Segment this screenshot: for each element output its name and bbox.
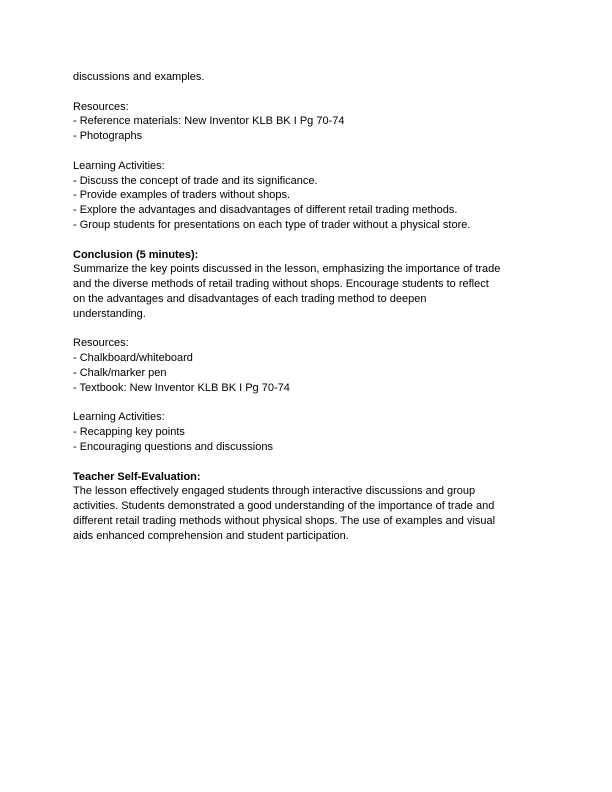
conclusion-line: Summarize the key points discussed in the lesson, emphasizing the importance of trade xyxy=(73,263,501,276)
list-item: - Recapping key points xyxy=(73,426,185,439)
list-item: - Reference materials: New Inventor KLB BK I Pg 70-74 xyxy=(73,115,345,128)
spacer xyxy=(73,396,543,411)
intro-section xyxy=(73,70,543,85)
list-item: - Explore the advantages and disadvantages of different retail trading methods. xyxy=(73,204,458,217)
conclusion-section xyxy=(73,248,543,322)
self-evaluation-line: The lesson effectively engaged students through interactive discussions and group xyxy=(73,485,476,498)
self-evaluation-section xyxy=(73,470,543,544)
spacer xyxy=(73,85,543,100)
conclusion-line: understanding. xyxy=(73,307,146,320)
list-item: - Group students for presentations on each type of trader without a physical store. xyxy=(73,218,471,231)
resources-label: Resources: xyxy=(73,100,129,113)
conclusion-line: on the advantages and disadvantages of each trading method to deepen xyxy=(73,292,427,305)
intro-text: discussions and examples. xyxy=(73,71,205,83)
self-evaluation-line: aids enhanced comprehension and student participation. xyxy=(73,529,349,542)
list-item: - Photographs xyxy=(73,130,143,143)
conclusion-line: and the diverse methods of retail trading without shops. Encourage students to reflect xyxy=(73,278,489,291)
list-item: - Discuss the concept of trade and its significance. xyxy=(73,174,318,187)
document-body xyxy=(73,70,543,544)
learning-activities-label: Learning Activities: xyxy=(73,159,165,172)
spacer xyxy=(73,144,543,159)
list-item: - Provide examples of traders without shops. xyxy=(73,189,291,202)
self-evaluation-line: activities. Students demonstrated a good understanding of the importance of trade and xyxy=(73,500,495,513)
resources-section-1 xyxy=(73,100,543,144)
self-evaluation-heading: Teacher Self-Evaluation: xyxy=(73,470,201,483)
spacer xyxy=(73,233,543,248)
learning-activities-section-1 xyxy=(73,159,543,233)
learning-activities-label: Learning Activities: xyxy=(73,411,165,424)
learning-activities-section-2 xyxy=(73,410,543,454)
list-item: - Chalkboard/whiteboard xyxy=(73,352,193,365)
list-item: - Chalk/marker pen xyxy=(73,366,167,379)
conclusion-heading: Conclusion (5 minutes): xyxy=(73,248,199,261)
spacer xyxy=(73,455,543,470)
resources-section-2 xyxy=(73,336,543,395)
self-evaluation-line: different retail trading methods without physical shops. The use of examples and visual xyxy=(73,514,496,527)
list-item: - Encouraging questions and discussions xyxy=(73,440,273,453)
resources-label: Resources: xyxy=(73,337,129,350)
list-item: - Textbook: New Inventor KLB BK I Pg 70-74 xyxy=(73,381,290,394)
spacer xyxy=(73,322,543,337)
